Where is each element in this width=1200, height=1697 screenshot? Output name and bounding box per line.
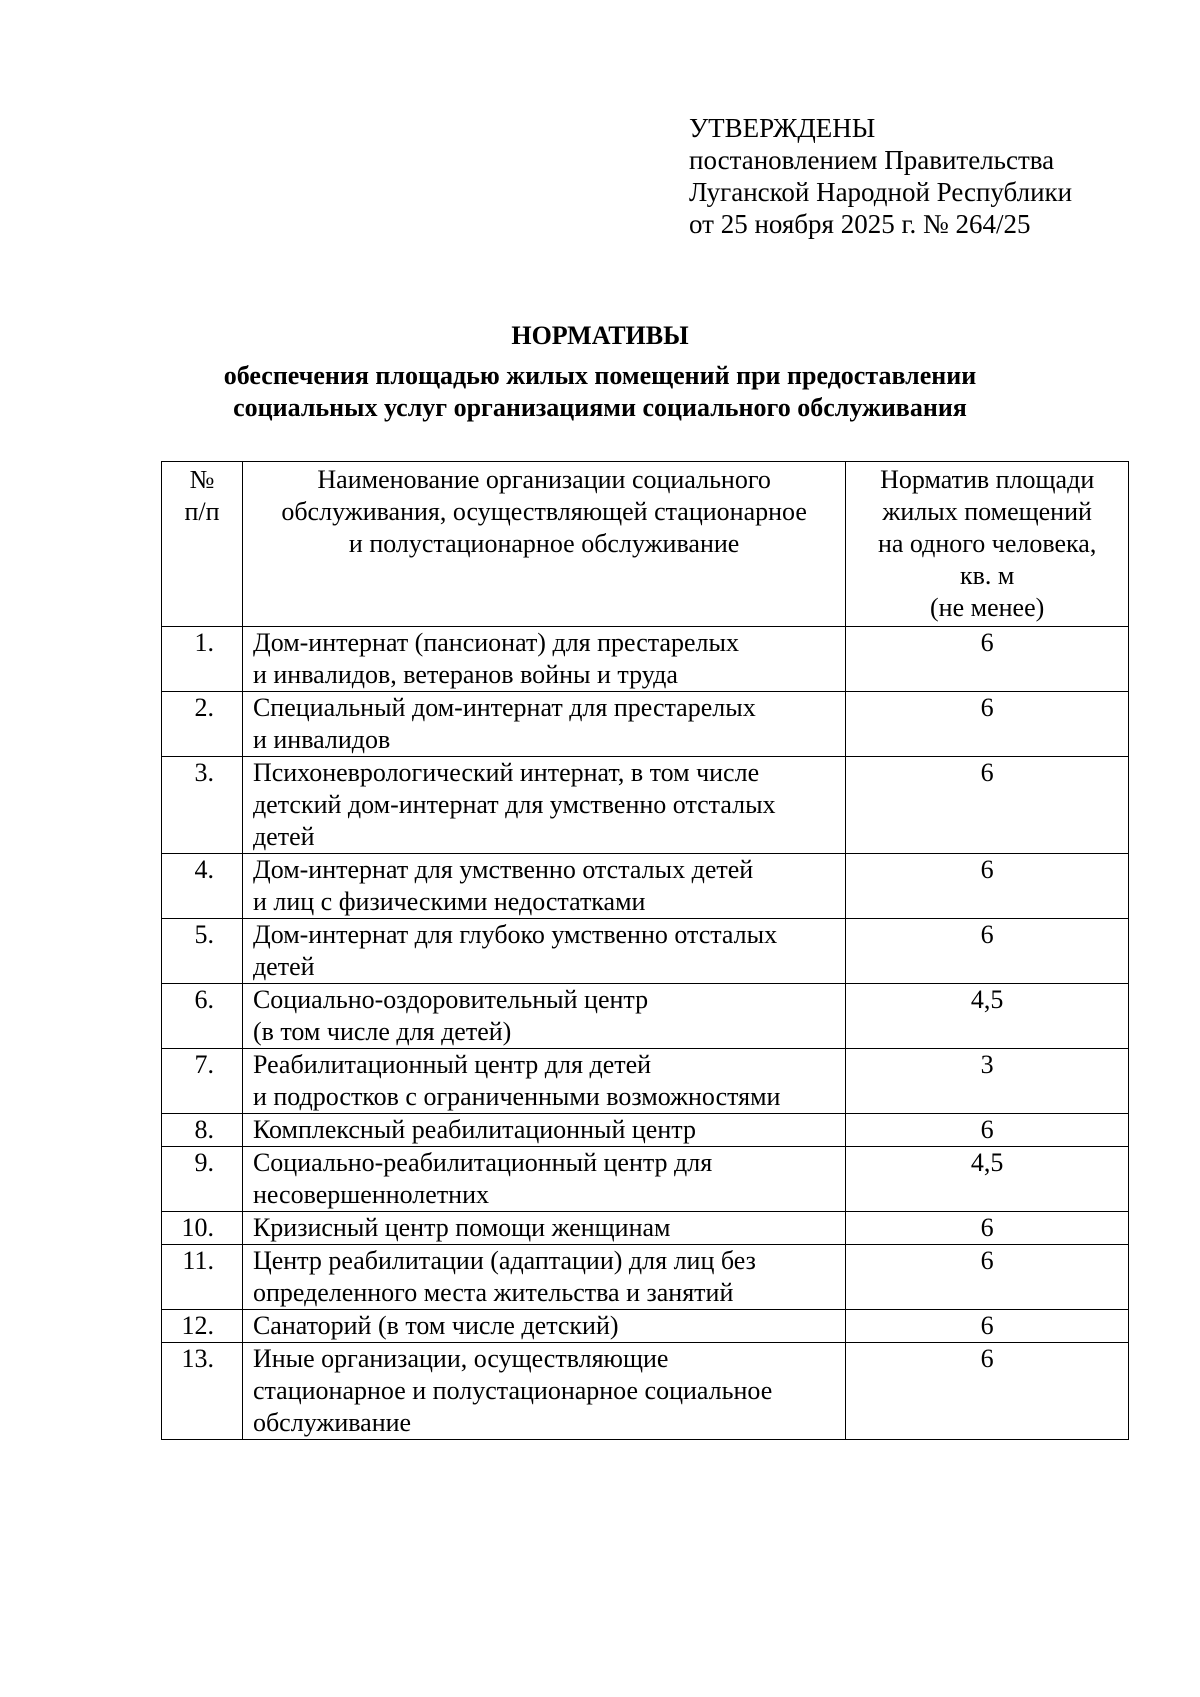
organization-name-line: Комплексный реабилитационный центр <box>252 1115 696 1144</box>
title-main: НОРМАТИВЫ <box>511 321 689 350</box>
header-text: Наименование организации социального <box>317 465 771 494</box>
header-text: № <box>189 465 215 494</box>
row-organization-name <box>242 1114 845 1147</box>
row-number: 6. <box>162 984 243 1049</box>
table-row <box>162 757 1129 854</box>
organization-name-line: Кризисный центр помощи женщинам <box>252 1213 671 1242</box>
row-organization-name <box>242 1147 845 1212</box>
table-row <box>162 627 1129 692</box>
row-norm-value: 6 <box>846 919 1129 984</box>
header-text: и полустационарное обслуживание <box>348 529 740 558</box>
row-norm-value: 3 <box>846 1049 1129 1114</box>
organization-name-line: детей <box>252 952 315 981</box>
row-norm-value: 6 <box>846 854 1129 919</box>
organization-name-line: Реабилитационный центр для детей <box>252 1050 652 1079</box>
row-number: 10. <box>162 1212 243 1245</box>
row-number: 13. <box>162 1343 243 1440</box>
organization-name-line: и инвалидов <box>252 725 391 754</box>
organization-name-line: определенного места жительства и занятий <box>252 1278 734 1307</box>
table-header-row <box>162 462 1129 627</box>
table-row <box>162 1343 1129 1440</box>
organization-name-line: Социально-реабилитационный центр для <box>252 1148 713 1177</box>
table-row <box>162 692 1129 757</box>
row-number: 12. <box>162 1310 243 1343</box>
table-row <box>162 919 1129 984</box>
header-text: обслуживания, осуществляющей стационарное <box>281 497 807 526</box>
row-organization-name <box>242 1310 845 1343</box>
approval-stamp <box>689 112 1072 240</box>
row-organization-name <box>242 692 845 757</box>
row-organization-name <box>242 627 845 692</box>
row-number: 4. <box>162 854 243 919</box>
organization-name-line: (в том числе для детей) <box>252 1017 512 1046</box>
row-norm-value: 6 <box>846 692 1129 757</box>
header-number <box>162 462 243 627</box>
row-organization-name <box>242 1212 845 1245</box>
row-organization-name <box>242 1245 845 1310</box>
organization-name-line: Дом-интернат (пансионат) для престарелых <box>252 628 739 657</box>
header-text: Норматив площади <box>880 465 1095 494</box>
organization-name-line: детей <box>252 822 315 851</box>
organization-name-line: детский дом-интернат для умственно отсталых <box>252 790 776 819</box>
row-organization-name <box>242 854 845 919</box>
row-norm-value: 4,5 <box>846 984 1129 1049</box>
table-row <box>162 1114 1129 1147</box>
header-name <box>242 462 845 627</box>
table-row <box>162 1245 1129 1310</box>
row-organization-name <box>242 1049 845 1114</box>
organization-name-line: Психоневрологический интернат, в том числе <box>252 758 760 787</box>
subtitle-line: социальных услуг организациями социального обслуживания <box>233 393 967 422</box>
header-text: (не менее) <box>930 593 1045 622</box>
row-organization-name <box>242 1343 845 1440</box>
header-text: на одного человека, <box>877 529 1097 558</box>
header-text: кв. м <box>959 561 1015 590</box>
organization-name-line: Иные организации, осуществляющие <box>252 1344 669 1373</box>
approval-line: постановлением Правительства <box>689 145 1055 175</box>
organization-name-line: Дом-интернат для глубоко умственно отсталых <box>252 920 778 949</box>
row-norm-value: 6 <box>846 1212 1129 1245</box>
row-number: 8. <box>162 1114 243 1147</box>
organization-name-line: и подростков с ограниченными возможностями <box>252 1082 781 1111</box>
row-organization-name <box>242 919 845 984</box>
approval-line: Луганской Народной Республики <box>689 177 1073 207</box>
row-number: 7. <box>162 1049 243 1114</box>
row-organization-name <box>242 757 845 854</box>
organization-name-line: Центр реабилитации (адаптации) для лиц без <box>252 1246 756 1275</box>
organization-name-line: Специальный дом-интернат для престарелых <box>252 693 756 722</box>
row-number: 2. <box>162 692 243 757</box>
table-row <box>162 1310 1129 1343</box>
subtitle-line: обеспечения площадью жилых помещений при предоставлении <box>223 361 977 390</box>
table-body <box>162 627 1129 1440</box>
row-number: 11. <box>162 1245 243 1310</box>
organization-name-line: Социально-оздоровительный центр <box>252 985 649 1014</box>
row-norm-value: 4,5 <box>846 1147 1129 1212</box>
organization-name-line: несовершеннолетних <box>252 1180 490 1209</box>
table-row <box>162 854 1129 919</box>
organization-name-line: обслуживание <box>252 1408 412 1437</box>
table-row <box>162 984 1129 1049</box>
row-norm-value: 6 <box>846 1343 1129 1440</box>
organization-name-line: Санаторий (в том числе детский) <box>252 1311 619 1340</box>
organization-name-line: Дом-интернат для умственно отсталых детей <box>252 855 754 884</box>
table-row <box>162 1212 1129 1245</box>
row-norm-value: 6 <box>846 757 1129 854</box>
row-number: 9. <box>162 1147 243 1212</box>
row-norm-value: 6 <box>846 1114 1129 1147</box>
organization-name-line: и лиц с физическими недостатками <box>252 887 646 916</box>
row-norm-value: 6 <box>846 627 1129 692</box>
row-number: 1. <box>162 627 243 692</box>
approval-heading: УТВЕРЖДЕНЫ <box>689 113 876 143</box>
title-subtitle <box>0 360 1200 424</box>
organization-name-line: стационарное и полустационарное социальное <box>252 1376 773 1405</box>
row-number: 3. <box>162 757 243 854</box>
row-number: 5. <box>162 919 243 984</box>
row-norm-value: 6 <box>846 1310 1129 1343</box>
row-norm-value: 6 <box>846 1245 1129 1310</box>
table-row <box>162 1049 1129 1114</box>
approval-date: от 25 ноября 2025 г. № 264/25 <box>689 209 1031 239</box>
header-text: жилых помещений <box>882 497 1092 526</box>
header-text: п/п <box>184 497 220 526</box>
table-row <box>162 1147 1129 1212</box>
norms-table <box>161 461 1129 1440</box>
organization-name-line: и инвалидов, ветеранов войны и труда <box>252 660 678 689</box>
header-norm <box>846 462 1129 627</box>
row-organization-name <box>242 984 845 1049</box>
